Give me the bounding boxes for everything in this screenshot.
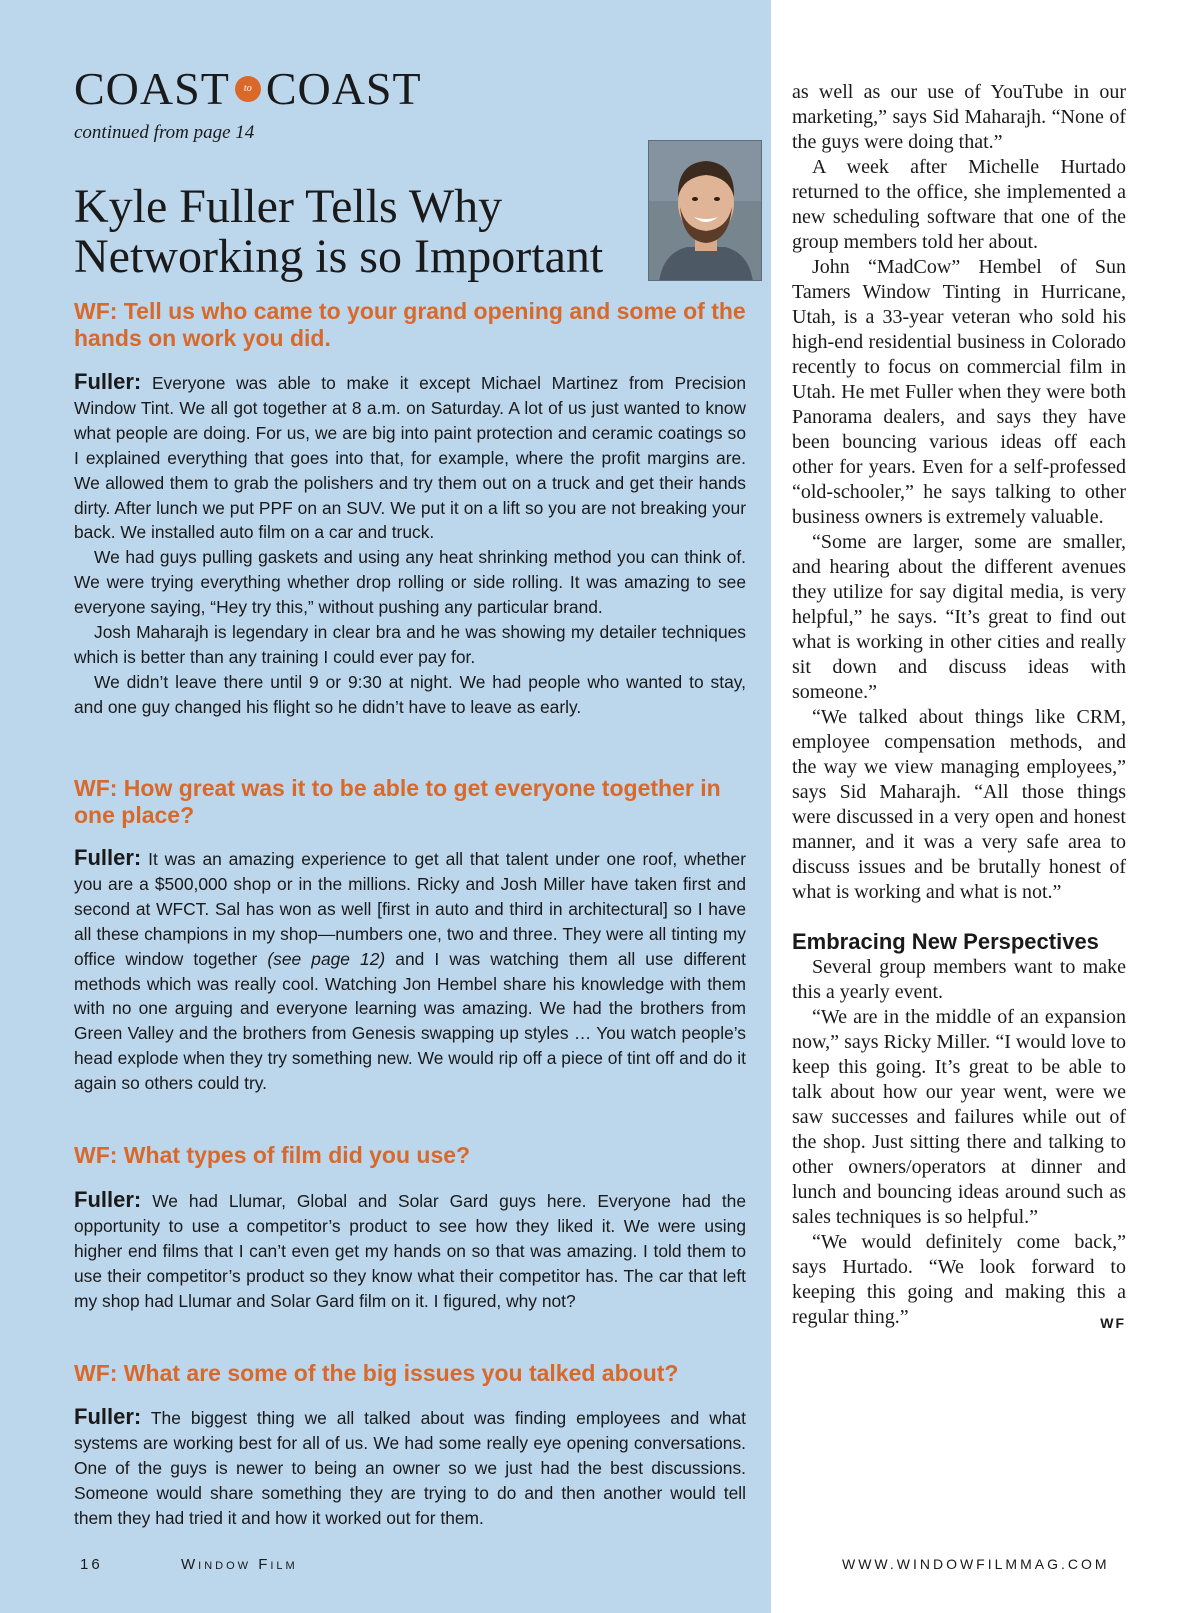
right-paragraph-2: A week after Michelle Hurtado returned to the office, she implemented a new scheduling software that one of the group members told her about. <box>792 156 1126 253</box>
page-number: 16 <box>80 1556 103 1573</box>
end-mark: WF <box>1100 1315 1126 1331</box>
right-paragraph-7: “We are in the middle of an expansion now,” says Ricky Miller. “I would love to keep this going. It’s great to be able to talk about how our year went, were we saw successes and failures while out of the shop. Just sitting there and talking to other owners/operators at dinner and lunch and bouncing ideas around such as sales techniques is so helpful.” <box>792 1006 1126 1228</box>
answer-4 <box>74 1405 746 1531</box>
answer-4-paragraph-1 <box>74 1405 746 1531</box>
subhead: Embracing New Perspectives <box>792 929 1099 954</box>
closing-quote: “We would definitely come back,” says Hurtado. “We look forward to keeping this going and making this a regular thing.” <box>792 1231 1126 1328</box>
continued-note: continued from page 14 <box>74 122 255 143</box>
headline-line-1: Kyle Fuller Tells Why <box>74 180 503 233</box>
answer-1-paragraph-3: Josh Maharajh is legendary in clear bra and he was showing my detailer techniques which is better than any training I could ever pay for. <box>74 622 746 667</box>
answer-2-paragraph-1 <box>74 846 746 1096</box>
answer-1-paragraph-2: We had guys pulling gaskets and using any heat shrinking method you can think of. We were trying everything whether drop rolling or side rolling. It was amazing to see everyone saying, “Hey try this,” without pushing any particular brand. <box>74 547 746 618</box>
speaker-label: Fuller: <box>74 369 142 394</box>
right-paragraph-1: as well as our use of YouTube in our marketing,” says Sid Maharajh. “None of the guys were doing that.” <box>792 81 1126 153</box>
answer-1-paragraph-4: We didn’t leave there until 9 or 9:30 at night. We had people who wanted to stay, and one guy changed his flight so he didn’t have to leave as early. <box>74 671 746 717</box>
answer-3-paragraph-1 <box>74 1188 746 1314</box>
article-headline <box>74 182 634 282</box>
answer-4-text: The biggest thing we all talked about was finding employees and what systems are working best for all of us. We had some really eye opening conversations. One of the guys is newer to being an owner so we just had the best discussions. Someone would share something they are trying to do and then another would tell them they had tried it and how it worked out for them. <box>74 1408 746 1528</box>
question-2: WF: How great was it to be able to get everyone together in one place? <box>74 775 721 828</box>
masthead-right: COAST <box>265 63 422 114</box>
section-masthead <box>74 63 422 114</box>
answer-1 <box>74 370 746 720</box>
answer-3 <box>74 1188 746 1314</box>
headshot-photo <box>648 140 762 281</box>
answer-2-text-a: It was an amazing experience to get all that talent under one roof, whether you are a $500,000 shop or in the millions. Ricky and Josh Miller have taken first and second at WFCT. Sal has won as well [first in auto and third in architectural] so I have all these champions in my shop—numbers one, two and three. They were all tinting my office window together <box>74 849 746 969</box>
speaker-label: Fuller: <box>74 1187 142 1212</box>
right-paragraph-6: Several group members want to make this a yearly event. <box>792 956 1126 1003</box>
question-4: WF: What are some of the big issues you talked about? <box>74 1360 679 1386</box>
page-reference: (see page 12) <box>267 948 386 969</box>
right-column <box>792 80 1126 1336</box>
answer-3-text: We had Llumar, Global and Solar Gard guys here. Everyone had the opportunity to use a competitor’s product to see how they liked it. We were using higher end films that I can’t even get my hands on so that was amazing. I told them to use their competitor’s product so they know what their competitor has. The car that left my shop had Llumar and Solar Gard film on it. I figured, why not? <box>74 1191 746 1311</box>
website-url: WWW.WINDOWFILMMAG.COM <box>842 1556 1110 1572</box>
question-3: WF: What types of film did you use? <box>74 1142 471 1168</box>
headline-line-2: Networking is so Important <box>74 230 604 283</box>
right-paragraph-8 <box>792 1230 1126 1330</box>
question-1: WF: Tell us who came to your grand opening and some of the hands on work you did. <box>74 298 746 351</box>
masthead-left: COAST <box>74 63 230 114</box>
right-paragraph-3: John “MadCow” Hembel of Sun Tamers Window Tinting in Hurricane, Utah, is a 33-year veteran who sold his high-end residential business in Colorado recently to focus on commercial film in Utah. He met Fuller when they were both Panorama dealers, and says they have been bouncing various ideas off each other for years. Even for a self-professed “old-schooler,” he says talking to other business owners is extremely valuable. <box>792 256 1126 528</box>
answer-1-paragraph-1 <box>74 370 746 545</box>
masthead-dot: to <box>235 76 261 102</box>
right-paragraph-4: “Some are larger, some are smaller, and hearing about the different avenues they utilize for say digital media, is very helpful,” he says. “It’s great to find out what is working in other cities and really sit down and discuss ideas with someone.” <box>792 531 1126 703</box>
answer-2-text-b: and I was watching them all use different methods which was really cool. Watching Jon Hembel share his knowledge with them with no one arguing and everyone learning was amazing. We had the brothers from Green Valley and the brothers from Genesis swapping up styles … You watch people’s head explode when they try something new. We would rip off a piece of tint off and do it again so others could try. <box>74 948 746 1094</box>
right-paragraph-5: “We talked about things like CRM, employee compensation methods, and the way we view managing employees,” says Sid Maharajh. “All those things were discussed in a very open and honest manner, and it was a very safe area to discuss issues and be brutally honest of what is working and what is not.” <box>792 706 1126 903</box>
speaker-label: Fuller: <box>74 845 142 870</box>
speaker-label: Fuller: <box>74 1404 142 1429</box>
answer-1-text-1: Everyone was able to make it except Michael Martinez from Precision Window Tint. We all got together at 8 a.m. on Saturday. A lot of us just wanted to know what people are doing. For us, we are big into paint protection and ceramic coatings so I explained everything that goes into that, for example, where the profit margins are. We allowed them to grab the polishers and try them out on a truck and get their hands dirty. After lunch we put PPF on an SUV. We put it on a lift so you are not breaking your back. We installed auto film on a car and truck. <box>74 373 746 543</box>
portrait-illustration <box>649 141 762 281</box>
publication-name: Window Film <box>181 1556 298 1573</box>
answer-2 <box>74 846 746 1096</box>
